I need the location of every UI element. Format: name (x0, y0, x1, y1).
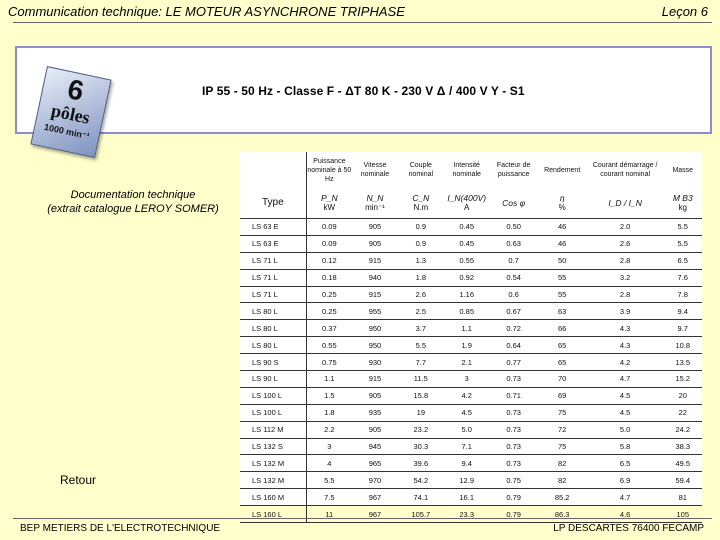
table-cell: 82 (538, 455, 587, 472)
cell-type: LS 71 L (240, 269, 306, 286)
header-efficiency-unit: % (558, 203, 566, 212)
header-current-unit: A (464, 203, 470, 212)
table-cell: 5.0 (444, 421, 490, 438)
group-header-power: Puissance nominale à 50 Hz (307, 157, 352, 183)
table-row (240, 472, 702, 489)
table-cell: 0.37 (306, 320, 352, 337)
group-header-current: Intensité nominale (452, 162, 481, 178)
table-cell: 0.73 (490, 404, 538, 421)
table-cell: 0.77 (490, 354, 538, 371)
table-cell: 1.1 (444, 320, 490, 337)
table-cell: 0.18 (306, 269, 352, 286)
table-cell: 0.09 (306, 219, 352, 236)
table-cell: 66 (538, 320, 587, 337)
footer-right-text: LP DESCARTES 76400 FECAMP (553, 523, 704, 534)
table-cell: 72 (538, 421, 587, 438)
table-cell: 0.50 (490, 219, 538, 236)
table-cell: 905 (352, 219, 398, 236)
group-header-mass: Masse (672, 166, 694, 174)
table-row (240, 303, 702, 320)
table-cell: 915 (352, 252, 398, 269)
table-cell: 54.2 (398, 472, 444, 489)
table-cell: 86.3 (538, 506, 587, 523)
table-cell: 5.5 (398, 337, 444, 354)
table-cell: 0.73 (490, 371, 538, 388)
cell-type: LS 100 L (240, 404, 306, 421)
table-cell: 5.5 (664, 219, 702, 236)
header-power-symbol: P_N (321, 193, 338, 203)
header-power-factor (490, 188, 538, 219)
table-cell: 23.3 (444, 506, 490, 523)
cell-type: LS 80 L (240, 320, 306, 337)
table-cell: 0.73 (490, 438, 538, 455)
cell-type: LS 160 M (240, 489, 306, 506)
table-cell: 4.6 (587, 506, 664, 523)
footer-left-text: BEP METIERS DE L'ELECTROTECHNIQUE (20, 523, 221, 534)
group-header-type (240, 152, 306, 188)
table-row (240, 235, 702, 252)
table-cell: 0.64 (490, 337, 538, 354)
table-row (240, 320, 702, 337)
table-row (240, 455, 702, 472)
table-cell: 2.6 (587, 235, 664, 252)
group-header-torque: Couple nominal (408, 162, 434, 178)
table-cell: 15.2 (664, 371, 702, 388)
table-cell: 81 (664, 489, 702, 506)
table-cell: 55 (538, 269, 587, 286)
motor-spec-line: IP 55 - 50 Hz - Classe F - ΔT 80 K - 230 V Δ / 400 V Y - S1 (202, 84, 525, 98)
header-efficiency (538, 188, 587, 219)
table-cell: 2.1 (444, 354, 490, 371)
documentation-note (20, 188, 246, 216)
footer-divider (13, 518, 712, 519)
header-mass-symbol: M B3 (672, 193, 693, 203)
table-cell: 4.2 (444, 387, 490, 404)
table-cell: 10.8 (664, 337, 702, 354)
header-current-symbol: I_N(400V) (447, 193, 487, 203)
table-cell: 0.75 (490, 472, 538, 489)
table-row (240, 219, 702, 236)
table-cell: 16.1 (444, 489, 490, 506)
table-cell: 0.73 (490, 421, 538, 438)
table-row (240, 371, 702, 388)
table-cell: 3.2 (587, 269, 664, 286)
table-group-header-row (240, 152, 702, 188)
table-cell: 7.5 (306, 489, 352, 506)
table-cell: 7.8 (664, 286, 702, 303)
table-cell: 1.5 (306, 387, 352, 404)
table-cell: 2.0 (587, 219, 664, 236)
badge-speed: 1000 min⁻¹ (43, 121, 91, 142)
table-cell: 46 (538, 235, 587, 252)
table-cell: 20 (664, 387, 702, 404)
header-start-ratio-symbol: I_D / I_N (608, 198, 642, 208)
table-cell: 0.12 (306, 252, 352, 269)
group-header-efficiency: Rendement (544, 166, 581, 174)
table-row (240, 421, 702, 438)
table-cell: 1.1 (306, 371, 352, 388)
header-torque-unit: N.m (413, 203, 429, 212)
table-cell: 11 (306, 506, 352, 523)
table-cell: 7.7 (398, 354, 444, 371)
table-cell: 4.7 (587, 371, 664, 388)
table-cell: 59.4 (664, 472, 702, 489)
table-cell: 105 (664, 506, 702, 523)
cell-type: LS 160 L (240, 506, 306, 523)
table-cell: 6.5 (664, 252, 702, 269)
table-cell: 0.73 (490, 455, 538, 472)
table-body (240, 219, 702, 523)
badge-number: 6 (64, 73, 87, 107)
table-row (240, 404, 702, 421)
table-cell: 0.67 (490, 303, 538, 320)
table-cell: 5.5 (664, 235, 702, 252)
retour-link[interactable]: Retour (60, 473, 97, 487)
table-cell: 46 (538, 219, 587, 236)
table-cell: 3.9 (587, 303, 664, 320)
table-symbol-header-row (240, 188, 702, 219)
table-cell: 915 (352, 286, 398, 303)
table-cell: 4.3 (587, 337, 664, 354)
table-cell: 65 (538, 337, 587, 354)
slide-title: Communication technique: LE MOTEUR ASYNCHRONE TRIPHASE (8, 4, 405, 19)
table-cell: 50 (538, 252, 587, 269)
table-cell: 63 (538, 303, 587, 320)
header-mass (664, 188, 702, 219)
header-torque (398, 188, 444, 219)
cell-type: LS 132 M (240, 455, 306, 472)
table-cell: 55 (538, 286, 587, 303)
table-row (240, 438, 702, 455)
table-cell: 1.3 (398, 252, 444, 269)
cell-type: LS 90 S (240, 354, 306, 371)
table-cell: 4.5 (587, 387, 664, 404)
lesson-label: Leçon 6 (661, 4, 708, 19)
header-speed (352, 188, 398, 219)
cell-type: LS 80 L (240, 337, 306, 354)
table-cell: 74.1 (398, 489, 444, 506)
table-cell: 85.2 (538, 489, 587, 506)
table-cell: 0.7 (490, 252, 538, 269)
table-cell: 82 (538, 472, 587, 489)
badge-label: pôles (49, 100, 92, 128)
table-cell: 970 (352, 472, 398, 489)
cell-type: LS 71 L (240, 252, 306, 269)
table-cell: 2.8 (587, 286, 664, 303)
table-cell: 7.1 (444, 438, 490, 455)
motor-catalog-table (240, 152, 702, 519)
group-header-power-factor: Facteur de puissance (496, 162, 531, 178)
table-cell: 13.5 (664, 354, 702, 371)
table-cell: 19 (398, 404, 444, 421)
table-cell: 935 (352, 404, 398, 421)
table-cell: 930 (352, 354, 398, 371)
table-cell: 950 (352, 337, 398, 354)
table-cell: 0.09 (306, 235, 352, 252)
table-cell: 0.79 (490, 506, 538, 523)
table-cell: 0.75 (306, 354, 352, 371)
table-row (240, 354, 702, 371)
table-cell: 12.9 (444, 472, 490, 489)
table-cell: 905 (352, 421, 398, 438)
table-cell: 5.0 (587, 421, 664, 438)
table-cell: 1.9 (444, 337, 490, 354)
header-mass-unit: kg (678, 203, 687, 212)
table-cell: 4.5 (587, 404, 664, 421)
documentation-note-line2: (extrait catalogue LEROY SOMER) (47, 203, 219, 215)
table-cell: 2.6 (398, 286, 444, 303)
table-cell: 15.8 (398, 387, 444, 404)
header-power (306, 188, 352, 219)
table-cell: 4.5 (444, 404, 490, 421)
table-cell: 0.9 (398, 219, 444, 236)
table-cell: 6.5 (587, 455, 664, 472)
table-cell: 75 (538, 404, 587, 421)
table-cell: 955 (352, 303, 398, 320)
table-cell: 6.9 (587, 472, 664, 489)
table-cell: 0.54 (490, 269, 538, 286)
table-cell: 0.79 (490, 489, 538, 506)
table-cell: 967 (352, 489, 398, 506)
cell-type: LS 63 E (240, 219, 306, 236)
cell-type: LS 112 M (240, 421, 306, 438)
table-cell: 49.5 (664, 455, 702, 472)
cell-type: LS 71 L (240, 286, 306, 303)
group-header-start-ratio: Courant démarrage / courant nominal (592, 162, 658, 178)
cell-type: LS 63 E (240, 235, 306, 252)
table-cell: 0.72 (490, 320, 538, 337)
table-row (240, 489, 702, 506)
table-cell: 5.8 (587, 438, 664, 455)
header-current (444, 188, 490, 219)
table-cell: 0.55 (306, 337, 352, 354)
table-cell: 3 (306, 438, 352, 455)
table-cell: 5.5 (306, 472, 352, 489)
header-start-ratio (587, 188, 664, 219)
cell-type: LS 132 S (240, 438, 306, 455)
table-cell: 9.4 (664, 303, 702, 320)
table-cell: 905 (352, 387, 398, 404)
table-cell: 4.2 (587, 354, 664, 371)
table-cell: 3.7 (398, 320, 444, 337)
table-cell: 0.25 (306, 286, 352, 303)
cell-type: LS 80 L (240, 303, 306, 320)
table-cell: 950 (352, 320, 398, 337)
table-cell: 2.8 (587, 252, 664, 269)
table-cell: 3 (444, 371, 490, 388)
table-cell: 69 (538, 387, 587, 404)
header-efficiency-symbol: η (559, 193, 565, 203)
table-cell: 0.25 (306, 303, 352, 320)
header-power-factor-symbol: Cos φ (502, 198, 526, 208)
table-row (240, 506, 702, 523)
documentation-note-line1: Documentation technique (70, 189, 196, 201)
table-cell: 945 (352, 438, 398, 455)
table-cell: 0.85 (444, 303, 490, 320)
table-row (240, 286, 702, 303)
table-cell: 1.8 (398, 269, 444, 286)
table-cell: 1.16 (444, 286, 490, 303)
table-cell: 9.7 (664, 320, 702, 337)
table-cell: 105.7 (398, 506, 444, 523)
table-cell: 0.6 (490, 286, 538, 303)
header-power-unit: kW (323, 203, 336, 212)
header-divider (13, 22, 712, 23)
table-cell: 70 (538, 371, 587, 388)
table-row (240, 387, 702, 404)
table-cell: 75 (538, 438, 587, 455)
table-cell: 4 (306, 455, 352, 472)
table-cell: 22 (664, 404, 702, 421)
table-cell: 23.2 (398, 421, 444, 438)
header-speed-symbol: N_N (366, 193, 384, 203)
header-type: Type (240, 188, 306, 219)
table-cell: 0.45 (444, 219, 490, 236)
group-header-speed: Vitesse nominale (360, 162, 390, 178)
table-row (240, 337, 702, 354)
table-row (240, 252, 702, 269)
table-cell: 65 (538, 354, 587, 371)
table-cell: 4.3 (587, 320, 664, 337)
table-cell: 2.5 (398, 303, 444, 320)
table-cell: 0.92 (444, 269, 490, 286)
table-cell: 9.4 (444, 455, 490, 472)
cell-type: LS 132 M (240, 472, 306, 489)
table-cell: 38.3 (664, 438, 702, 455)
table-cell: 0.63 (490, 235, 538, 252)
table-cell: 7.6 (664, 269, 702, 286)
table-cell: 967 (352, 506, 398, 523)
table-cell: 30.3 (398, 438, 444, 455)
table-cell: 905 (352, 235, 398, 252)
table-cell: 2.2 (306, 421, 352, 438)
table-cell: 1.8 (306, 404, 352, 421)
table-cell: 24.2 (664, 421, 702, 438)
cell-type: LS 90 L (240, 371, 306, 388)
cell-type: LS 100 L (240, 387, 306, 404)
table-cell: 0.55 (444, 252, 490, 269)
table-cell: 0.45 (444, 235, 490, 252)
table-cell: 915 (352, 371, 398, 388)
table-cell: 0.9 (398, 235, 444, 252)
table-cell: 965 (352, 455, 398, 472)
table-cell: 11.5 (398, 371, 444, 388)
table-cell: 0.71 (490, 387, 538, 404)
table-cell: 940 (352, 269, 398, 286)
table-row (240, 269, 702, 286)
header-torque-symbol: C_N (412, 193, 430, 203)
header-speed-unit: min⁻¹ (365, 203, 385, 212)
table-cell: 39.6 (398, 455, 444, 472)
table-cell: 4.7 (587, 489, 664, 506)
